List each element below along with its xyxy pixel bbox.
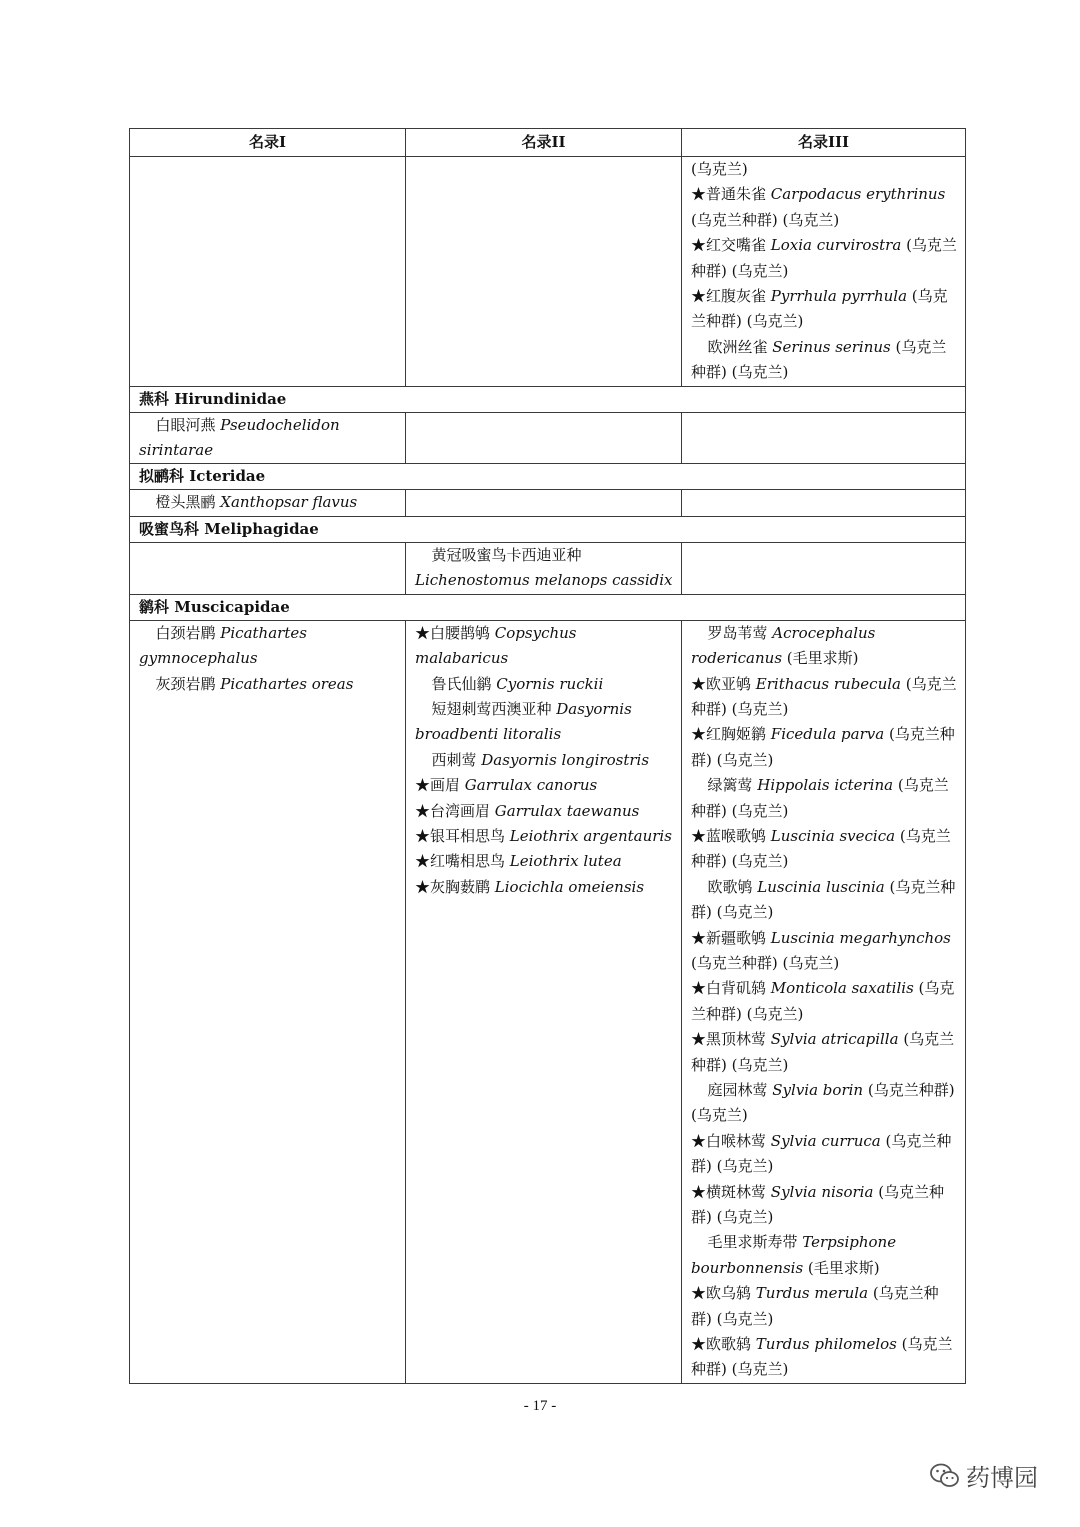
species-entry [691,976,957,1027]
cell-appendix-3 [682,157,966,387]
cell-appendix-2 [406,542,682,594]
page-number: - 17 - [523,1398,557,1414]
star-icon: ★ [691,1030,707,1049]
species-entry [691,284,957,335]
species-chinese-name: 新疆歌鸲 [706,928,771,947]
species-note: (乌克兰种群) (乌克兰) [691,826,951,871]
species-chinese-name: 红交嘴雀 [706,236,771,255]
species-note: (乌克兰种群) (乌克兰) [691,725,955,769]
species-entry [691,1332,957,1383]
species-chinese-name: 灰颈岩鹛 [155,674,221,693]
cell-appendix-3 [682,620,966,1383]
cell-appendix-2 [406,412,682,464]
species-note: (乌克兰种群) (乌克兰) [691,1081,955,1125]
species-entry [139,621,397,672]
species-note: (乌克兰种群) (乌克兰) [691,1284,939,1328]
species-note: (乌克兰种群) (乌克兰) [691,287,948,331]
cell-appendix-1 [130,620,406,1383]
cites-appendix-table [129,128,966,1384]
species-latin-name: Lichenostomus melanops cassidix [415,571,673,590]
family-name: 吸蜜鸟科 Meliphagidae [130,516,966,542]
species-entry [691,1078,957,1129]
table-header-row [130,129,966,157]
species-entry [691,1027,957,1078]
table-row [130,157,966,387]
header-appendix-3: 名录III [682,129,966,157]
species-chinese-name: 黑顶林莺 [706,1030,771,1049]
species-entry [691,672,957,723]
star-icon: ★ [415,776,431,795]
species-chinese-name: 白喉林莺 [706,1131,771,1150]
species-latin-name: Copsychus malabaricus [415,623,577,668]
species-entry [415,621,673,672]
cell-appendix-1 [130,542,406,594]
star-icon: ★ [415,852,431,871]
species-entry [691,621,957,672]
species-chinese-name: 庭园林莺 [707,1081,773,1099]
species-entry [415,748,673,773]
species-entry [691,1180,957,1231]
star-icon: ★ [691,979,707,998]
species-latin-name: Monticola saxatilis [770,979,914,998]
header-appendix-1: 名录I [130,129,406,157]
species-chinese-name: 台湾画眉 [430,801,495,820]
watermark [930,1458,1038,1493]
species-entry [415,773,673,798]
species-latin-name: Liocichla omeiensis [494,877,645,896]
star-icon: ★ [691,674,707,693]
species-latin-name: Dasyornis longirostris [481,750,650,769]
species-note: (乌克兰种群) (乌克兰) [691,776,949,820]
species-entry [691,182,957,233]
species-chinese-name: 灰胸薮鹛 [430,877,495,896]
species-chinese-name: 西刺莺 [431,750,482,769]
species-chinese-name: 欧乌鸫 [706,1284,756,1303]
species-note: (乌克兰种群) (乌克兰) [691,1030,955,1074]
species-latin-name: Garrulax taewanus [494,801,640,820]
species-entry [415,824,673,849]
species-note: (乌克兰种群) (乌克兰) [691,337,947,382]
species-latin-name: Sylvia curruca [770,1131,881,1150]
species-chinese-name: 欧歌鸲 [707,877,758,896]
species-entry [691,824,957,875]
star-icon: ★ [415,623,431,642]
species-latin-name: Acrocephalus rodericanus [691,623,876,668]
cell-appendix-3 [682,542,966,594]
star-icon: ★ [691,928,707,947]
star-icon: ★ [691,1335,707,1354]
species-note: (乌克兰种群) (乌克兰) [691,979,955,1023]
cell-appendix-2 [406,490,682,516]
species-latin-name: Turdus merula [755,1284,869,1303]
family-row [130,464,966,490]
cell-appendix-3 [682,490,966,516]
table-row [130,412,966,464]
species-entry [139,413,397,464]
species-latin-name: Leiothrix lutea [509,852,622,871]
species-chinese-name: 白颈岩鹛 [155,623,221,642]
species-latin-name: Terpsiphone bourbonnensis [691,1233,897,1277]
species-chinese-name: 画眉 [430,776,465,795]
species-note: (乌克兰种群) (乌克兰) [691,1335,953,1379]
star-icon: ★ [691,725,707,744]
species-latin-name: Loxia curvirostra [770,236,902,255]
table-row [130,620,966,1383]
species-latin-name: Serinus serinus [772,337,891,356]
species-entry [691,335,957,386]
species-latin-name: Sylvia borin [772,1081,864,1099]
species-latin-name: Garrulax canorus [464,776,598,795]
species-note: (乌克兰种群) (乌克兰) [691,1131,952,1176]
species-chinese-name: 罗岛苇莺 [707,623,773,642]
species-chinese-name: 绿篱莺 [707,776,758,795]
species-note: (乌克兰种群) (乌克兰) [691,953,840,972]
family-name: 拟鹂科 Icteridae [130,464,966,490]
species-note: (乌克兰种群) (乌克兰) [691,674,957,718]
species-latin-name: Turdus philomelos [755,1335,897,1354]
species-chinese-name: 毛里求斯寿带 [707,1233,803,1252]
table-row [130,490,966,516]
species-chinese-name: 横斑林莺 [706,1182,771,1201]
species-chinese-name: 橙头黑鹂 [155,493,221,512]
cell-appendix-1 [130,157,406,387]
watermark-text: 药博园 [966,1464,1038,1492]
species-entry [415,875,673,900]
species-entry [691,1129,957,1180]
species-note: (乌克兰种群) (乌克兰) [691,210,840,229]
species-latin-name: Dasyornis broadbenti litoralis [415,699,632,744]
species-latin-name: Luscinia luscinia [757,877,885,896]
star-icon: ★ [691,826,707,845]
species-chinese-name: 白眼河燕 [155,415,221,434]
species-latin-name: Picathartes oreas [220,674,354,693]
species-entry [691,1230,957,1281]
species-latin-name: Erithacus rubecula [755,674,901,693]
cell-appendix-2 [406,157,682,387]
species-entry [415,543,673,594]
species-note: (乌克兰种群) (乌克兰) [691,877,956,922]
species-latin-name: Sylvia atricapilla [770,1030,899,1049]
species-latin-name: Carpodacus erythrinus [770,185,946,204]
species-chinese-name: 普通朱雀 [706,185,771,204]
species-entry [691,773,957,824]
family-name: 鹟科 Muscicapidae [130,594,966,620]
species-latin-name: Xanthopsar flavus [220,493,358,512]
species-entry [415,849,673,874]
family-row [130,386,966,412]
cell-appendix-3 [682,412,966,464]
species-latin-name: Luscinia megarhynchos [770,928,951,947]
species-chinese-name: 黄冠吸蜜鸟卡西迪亚种 [431,545,582,564]
species-entry [691,233,957,284]
species-chinese-name: 鲁氏仙鹟 [431,674,497,693]
header-appendix-2: 名录II [406,129,682,157]
star-icon: ★ [691,1131,707,1150]
species-chinese-name: 白腰鹊鸲 [430,623,495,642]
family-row [130,516,966,542]
star-icon: ★ [691,236,707,255]
cell-appendix-2 [406,620,682,1383]
species-entry [139,672,397,697]
species-note: (乌克兰种群) (乌克兰) [691,1182,945,1227]
species-latin-name: Picathartes gymnocephalus [139,623,307,668]
species-note: (毛里求斯) [803,1258,880,1277]
species-chinese-name: 红胸姬鹟 [706,725,771,744]
species-latin-name: Cyornis ruckii [496,674,604,693]
species-latin-name: Pyrrhula pyrrhula [770,287,908,306]
star-icon: ★ [691,1284,707,1303]
wechat-icon [930,1463,960,1489]
species-latin-name: Pseudochelidon sirintarae [139,415,340,460]
star-icon: ★ [691,287,707,306]
species-entry [415,799,673,824]
species-latin-name: Leiothrix argentauris [509,826,672,845]
species-chinese-name: 红腹灰雀 [706,287,771,306]
species-chinese-name: 欧洲丝雀 [707,337,773,356]
species-latin-name: Sylvia nisoria [770,1182,874,1201]
species-latin-name: Ficedula parva [770,725,885,744]
species-entry [415,697,673,748]
cell-appendix-1 [130,490,406,516]
species-entry [139,490,397,515]
species-entry [691,157,957,182]
star-icon: ★ [691,185,707,204]
species-chinese-name: 短翅刺莺西澳亚种 [431,699,557,718]
family-row [130,594,966,620]
species-entry [691,875,957,926]
species-entry [691,1281,957,1332]
species-entry [691,722,957,773]
species-chinese-name: 红嘴相思鸟 [430,852,510,871]
species-chinese-name: 银耳相思鸟 [430,826,510,845]
species-chinese-name: 蓝喉歌鸲 [706,826,771,845]
cell-appendix-1 [130,412,406,464]
family-name: 燕科 Hirundinidae [130,386,966,412]
species-entry [691,926,957,977]
table-row [130,542,966,594]
star-icon: ★ [691,1182,707,1201]
species-entry [415,672,673,697]
species-chinese-name: 欧歌鸫 [706,1335,756,1354]
species-latin-name: Luscinia svecica [770,826,896,845]
species-latin-name: Hippolais icterina [757,776,894,795]
species-note: (乌克兰种群) (乌克兰) [691,236,957,280]
species-note: (乌克兰) [691,160,748,178]
star-icon: ★ [415,801,431,820]
star-icon: ★ [415,877,431,896]
species-chinese-name: 白背矶鸫 [706,979,771,998]
species-note: (毛里求斯) [782,649,859,668]
star-icon: ★ [415,826,431,845]
species-chinese-name: 欧亚鸲 [706,674,756,693]
